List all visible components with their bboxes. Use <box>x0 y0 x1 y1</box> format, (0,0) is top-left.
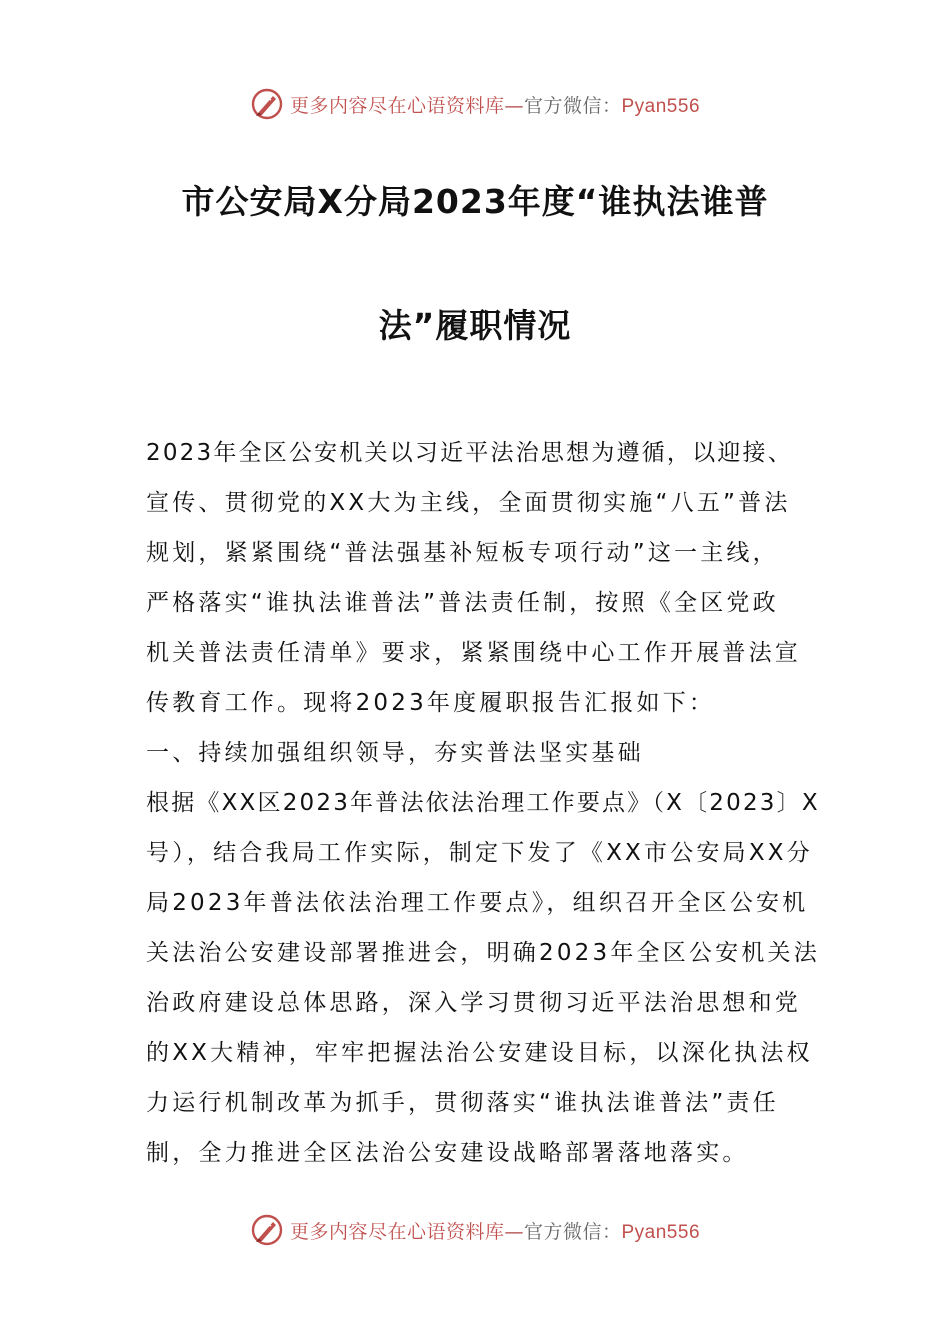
body-line: 号），结合我局工作实际，制定下发了《XX市公安局XX分 <box>146 840 813 866</box>
body-line: 局2023年普法依法治理工作要点》，组织召开全区公安机 <box>146 890 809 916</box>
watermark-wechat-id: Pyan556 <box>621 95 701 117</box>
watermark-label: 官方微信： <box>523 94 622 117</box>
body-line: 传教育工作。现将2023年度履职报告汇报如下： <box>146 690 716 716</box>
body-line: 2023年全区公安机关以习近平法治思想为遵循，以迎接、 <box>146 440 793 466</box>
body-line: 严格落实“谁执法谁普法”普法责任制，按照《全区党政 <box>146 590 779 616</box>
body-line: 力运行机制改革为抓手，贯彻落实“谁执法谁普法”责任 <box>146 1090 779 1116</box>
body-line: 根据《XX区2023年普法依法治理工作要点》（X〔2023〕X <box>146 790 820 816</box>
body-line: 治政府建设总体思路，深入学习贯彻习近平法治思想和党 <box>146 990 801 1016</box>
pen-logo-icon <box>250 1213 284 1247</box>
body-line: 规划，紧紧围绕“普法强基补短板专项行动”这一主线， <box>146 540 779 566</box>
watermark-wechat-id: Pyan556 <box>621 1221 701 1243</box>
footer-watermark <box>0 1210 950 1250</box>
watermark-main-text: 更多内容尽在心语资料库 <box>289 94 505 117</box>
watermark-separator: — <box>504 94 524 117</box>
pen-logo-icon <box>250 87 284 121</box>
document-body <box>146 428 820 1178</box>
body-line: 关法治公安建设部署推进会，明确2023年全区公安机关法 <box>146 940 820 966</box>
document-title-line-2: 法”履职情况 <box>378 306 572 345</box>
watermark-text <box>290 91 700 118</box>
watermark-text <box>290 1217 700 1244</box>
header-watermark <box>0 84 950 124</box>
watermark-main-text: 更多内容尽在心语资料库 <box>289 1220 505 1243</box>
body-line: 机关普法责任清单》要求，紧紧围绕中心工作开展普法宣 <box>146 640 801 666</box>
body-line: 制，全力推进全区法治公安建设战略部署落地落实。 <box>146 1140 749 1166</box>
watermark-label: 官方微信： <box>523 1220 622 1243</box>
document-title-line-1: 市公安局X分局2023年度“谁执法谁普 <box>181 182 769 221</box>
watermark-separator: — <box>504 1220 524 1243</box>
body-line: 的XX大精神，牢牢把握法治公安建设目标，以深化执法权 <box>146 1040 813 1066</box>
section-heading: 一、持续加强组织领导，夯实普法坚实基础 <box>146 740 644 766</box>
body-line: 宣传、贯彻党的XX大为主线，全面贯彻实施“八五”普法 <box>146 490 791 516</box>
